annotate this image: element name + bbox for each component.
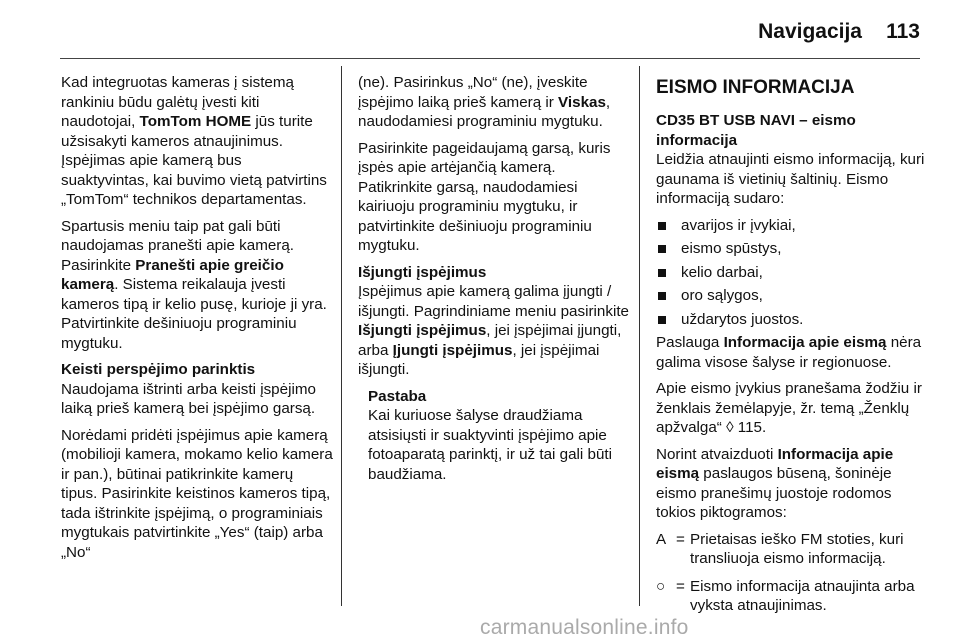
bold-term: Informacija apie eismą xyxy=(656,445,894,482)
bullet-square-icon xyxy=(658,245,666,253)
paragraph: Kad integruotas kameras į sistemą rankiniu būdu galėtų įvesti kiti naudotojai, TomTom HOME jūs turite užsisakyti kameros atnaujinimus. Įspėjimas apie kamerą bus suaktyvintas, kai buvimo vietą patvirtins „TomTom“ technikos departamentas. xyxy=(61,74,327,208)
column-1 xyxy=(61,73,333,569)
header-rule xyxy=(60,58,920,59)
bold-term: TomTom HOME xyxy=(139,113,252,130)
list-item: avarijos ir įvykiai, xyxy=(656,216,926,236)
section-heading: EISMO INFORMACIJA xyxy=(656,77,855,98)
subheading: Išjungti įspėjimus xyxy=(358,263,487,281)
bullet-square-icon xyxy=(658,222,666,230)
note-text: Kai kuriuose šalyse draudžiama atsisiųsti ir suaktyvinti įspėjimo apie fotoaparatą parinktį, ir už tai gali būti baudžiama. xyxy=(368,407,612,483)
definition-text: Prietaisas ieško FM stoties, kuri transliuoja eismo informaciją. xyxy=(690,530,904,567)
bold-term: Įjungti įspėjimus xyxy=(392,341,513,359)
list-item: oro sąlygos, xyxy=(656,286,926,306)
bold-term: Išjungti įspėjimus xyxy=(358,322,487,339)
definition-key: A xyxy=(656,530,667,548)
bold-term: Informacija apie eismą xyxy=(723,334,887,351)
page-header xyxy=(0,0,960,58)
column-2 xyxy=(358,73,630,484)
watermark: carmanualsonline.info xyxy=(480,616,689,639)
bullet-list xyxy=(656,216,926,330)
definition-row xyxy=(656,530,926,569)
paragraph: (ne). Pasirinkus „No“ (ne), įveskite įspėjimo laiką prieš kamerą ir Viskas, naudodamiesi programiniu mygtuku. xyxy=(358,74,611,130)
bold-term: Pranešti apie greičio kamerą xyxy=(61,256,284,293)
paragraph: Naudojama ištrinti arba keisti įspėjimo laiką prieš kamerą bei įspėjimo garsą. xyxy=(61,380,316,417)
subsection-heading: CD35 BT USB NAVI – eismo informacija xyxy=(656,112,856,149)
list-item: kelio darbai, xyxy=(656,263,926,283)
subheading: Keisti perspėjimo parinktis xyxy=(61,361,256,378)
definition-text: Eismo informacija atnaujinta arba vyksta atnaujinimas. xyxy=(690,577,915,614)
page-number: 113 xyxy=(886,20,920,43)
section-title: Navigacija xyxy=(758,20,862,43)
column-3 xyxy=(656,73,926,624)
definition-key: ○ xyxy=(656,577,666,595)
paragraph: Pasirinkite pageidaujamą garsą, kuris įspės apie artėjančią kamerą. Patikrinkite garsą, naudodamiesi kairiuoju programiniu mygtuku, ir patvirtinkite dešiniuoju programiniu mygtuku. xyxy=(358,139,611,254)
bold-term: Viskas xyxy=(558,93,606,111)
paragraph: Leidžia atnaujinti eismo informaciją, kuri gaunama iš vietinių šaltinių. Eismo informaciją sudaro: xyxy=(656,151,925,207)
paragraph: Norint atvaizduoti Informacija apie eismą paslaugos būseną, šoninėje eismo pranešimų juostoje rodomos tokios piktogramos: xyxy=(656,445,894,521)
paragraph: Norėdami pridėti įspėjimus apie kamerą (mobilioji kamera, mokamo kelio kamera ir pan.), būtinai patikrinkite kamerų tipus. Pasirinkite keistinos kameros tipą, tada ištrinkite įspėjimą, o programiniais mygtukais patvirtinkite „Yes“ (taip) arba „No“ xyxy=(61,426,333,561)
bullet-square-icon xyxy=(658,316,666,324)
definition-equals: = xyxy=(676,577,685,595)
paragraph: Spartusis meniu taip pat gali būti naudojamas pranešti apie kamerą. Pasirinkite Pranešti apie greičio kamerą. Sistema reikalauja įvesti kameros tipą ir kelio pusę, kurioje ji yra. Patvirtinkite dešiniuoju programiniu mygtuku. xyxy=(61,217,327,352)
bullet-square-icon xyxy=(658,269,666,277)
paragraph: Įspėjimus apie kamerą galima įjungti / išjungti. Pagrindiniame meniu pasirinkite Išjungti įspėjimus, jei įspėjimai įjungti, arba Įjungti įspėjimus, jei įspėjimai išjungti. xyxy=(358,283,629,378)
list-item: uždarytos juostos. xyxy=(656,310,926,330)
definition-equals: = xyxy=(676,530,685,548)
definition-row xyxy=(656,577,926,616)
column-divider-1 xyxy=(341,66,342,606)
paragraph: Paslauga Informacija apie eismą nėra galima visose šalyse ir regionuose. xyxy=(656,334,922,371)
column-divider-2 xyxy=(639,66,640,606)
note-box xyxy=(368,387,630,485)
paragraph: Apie eismo įvykius pranešama žodžiu ir ženklais žemėlapyje, žr. temą „Ženklų apžvalga“ ◊ 115. xyxy=(656,380,922,436)
list-item: eismo spūstys, xyxy=(656,239,926,259)
note-title: Pastaba xyxy=(368,387,427,405)
bullet-square-icon xyxy=(658,292,666,300)
